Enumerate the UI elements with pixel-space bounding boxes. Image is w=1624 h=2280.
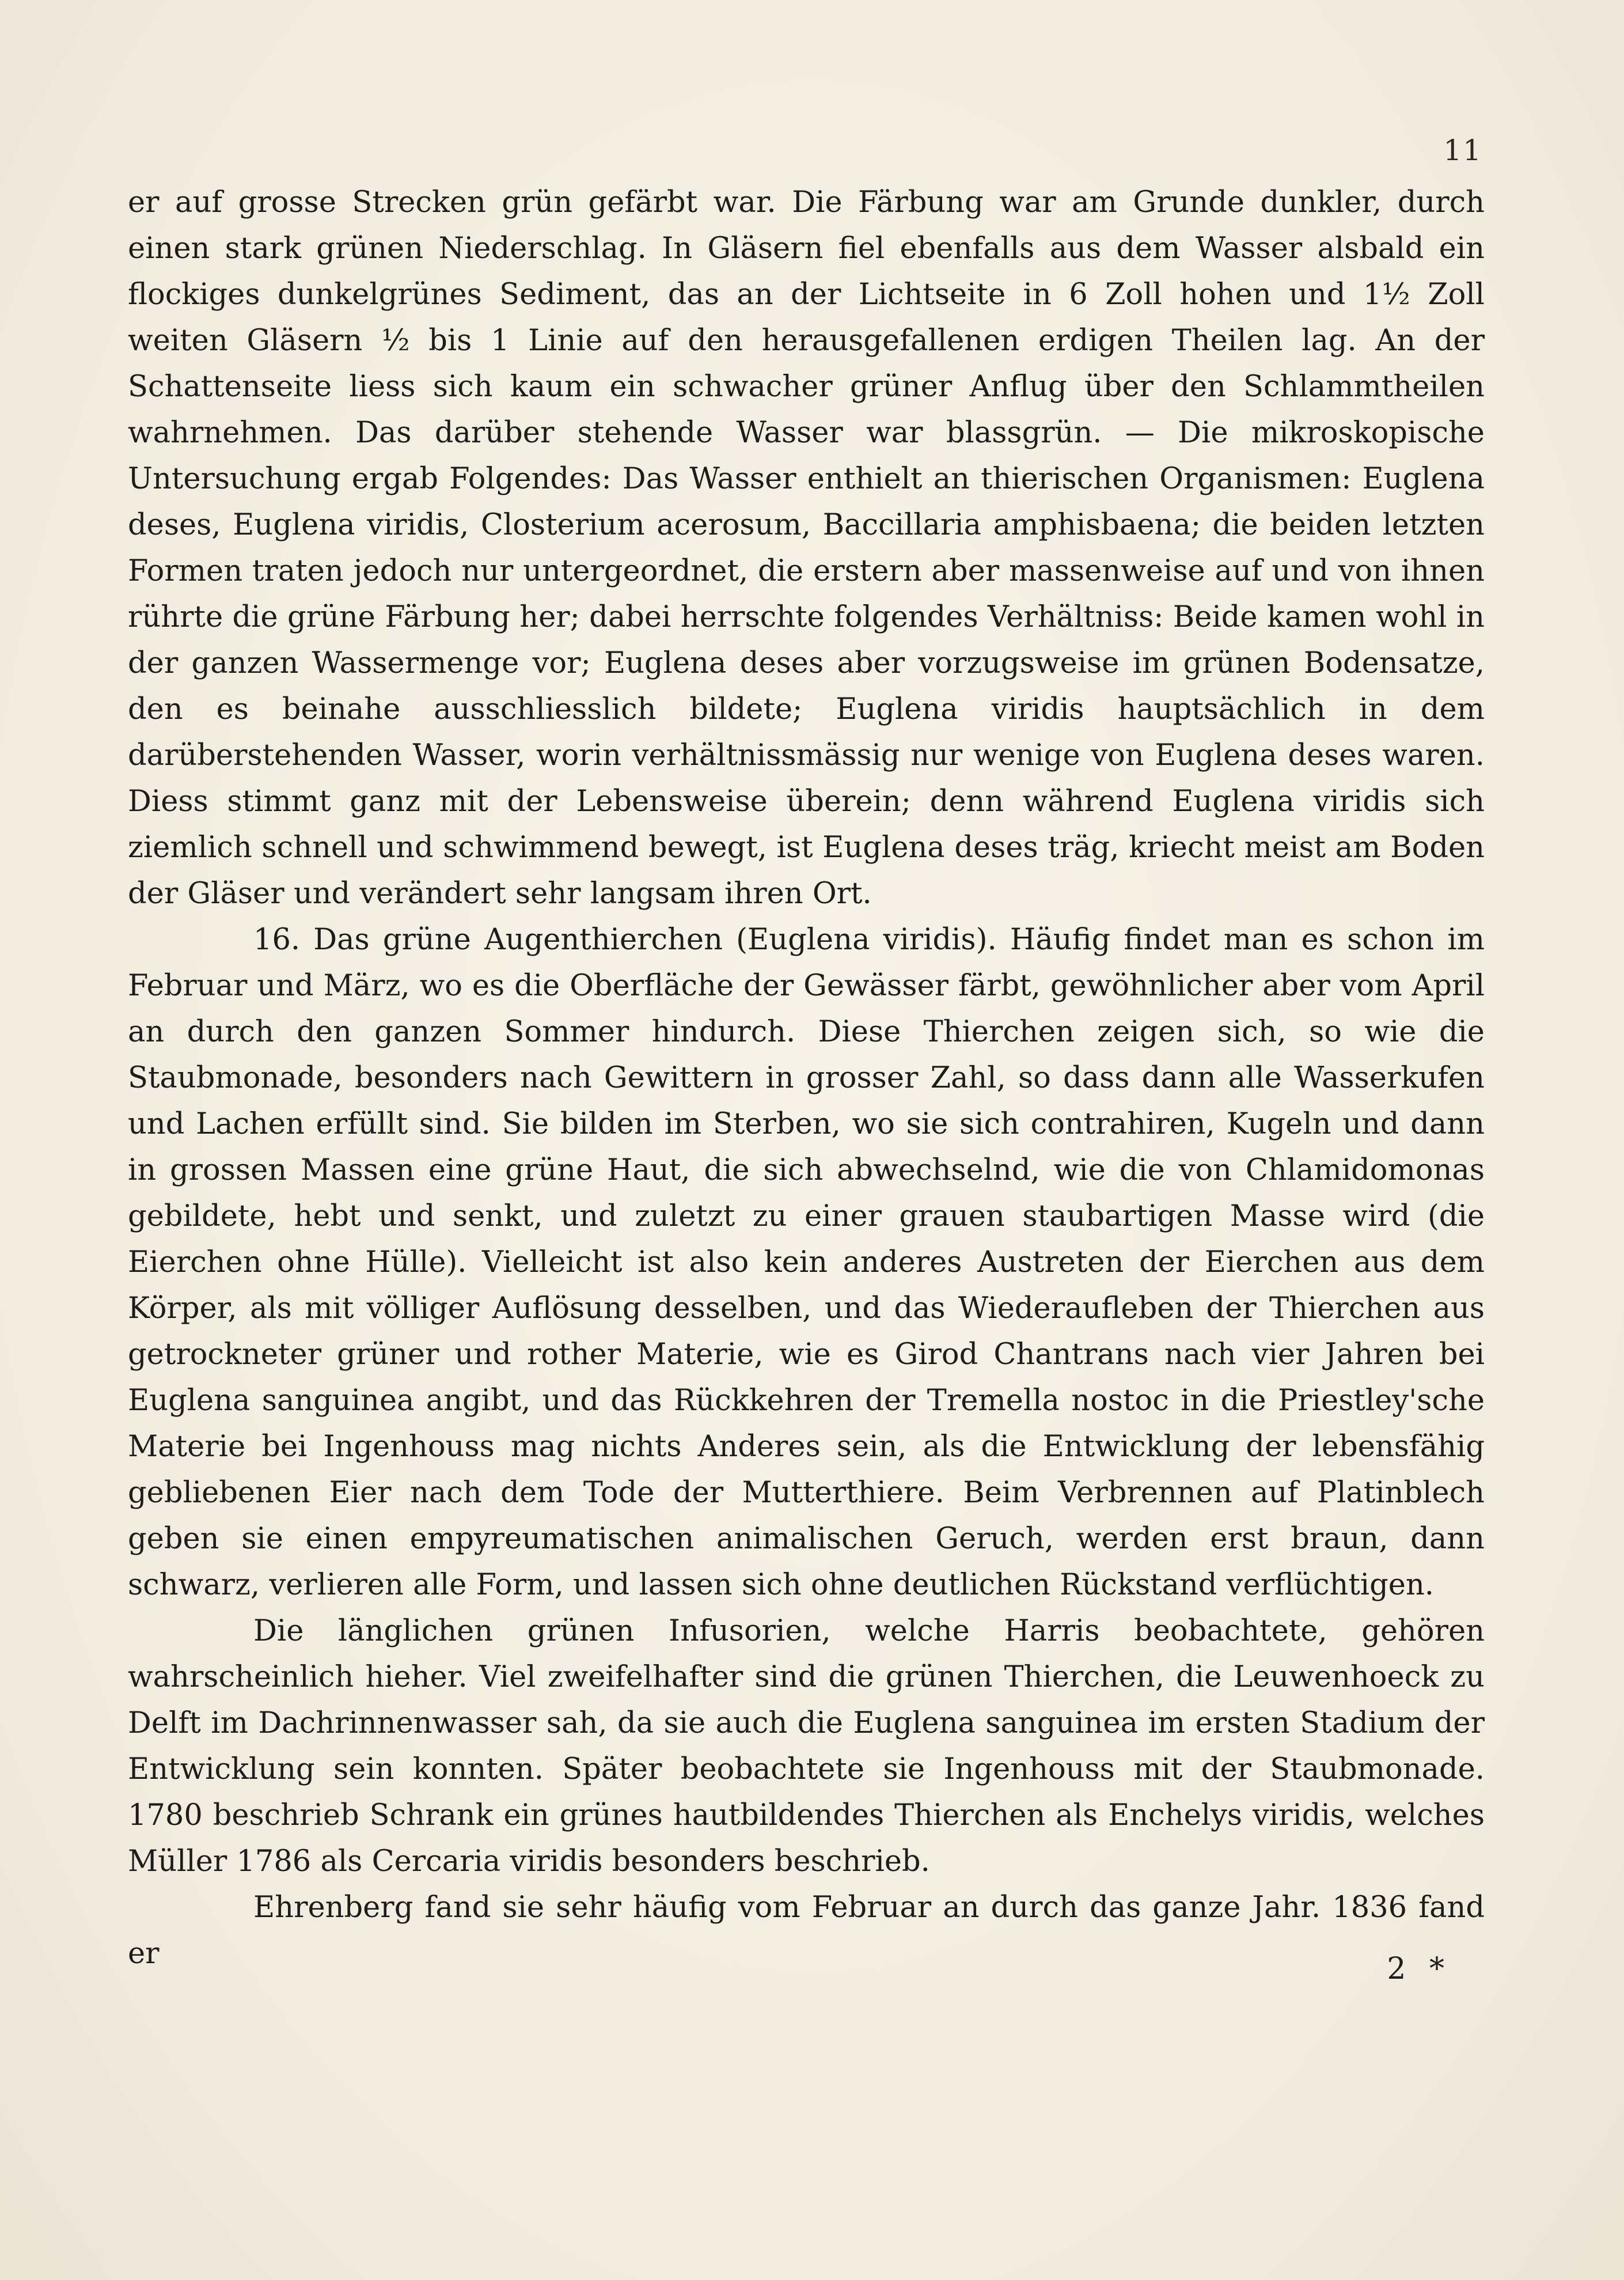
paragraph-historical-observations: Die länglichen grünen Infusorien, welche Harris beobachtete, gehören wahrscheinlich hieher. Viel zweifelhafter sind die grünen Thierchen, die Leuwenhoeck zu Delft im Dachrinnenwasser sah, da sie auch die Euglena sanguinea im ersten Stadium der Entwicklung sein konnten. Später beobachtete sie Ingenhouss mit der Staubmonade. 1780 beschrieb Schrank ein grünes hautbildendes Thierchen als Enchelys viridis, welches Müller 1786 als Cercaria viridis besonders beschrieb.: [128, 1614, 1485, 1878]
paragraph-euglena-viridis: 16. Das grüne Augenthierchen (Euglena viridis). Häufig findet man es schon im Februar und März, wo es die Oberfläche der Gewässer färbt, gewöhnlicher aber vom April an durch den ganzen Sommer hindurch. Diese Thierchen zeigen sich, so wie die Staubmonade, besonders nach Gewittern in grosser Zahl, so dass dann alle Wasserkufen und Lachen erfüllt sind. Sie bilden im Sterben, wo sie sich contrahiren, Kugeln und dann in grossen Massen eine grüne Haut, die sich abwechselnd, wie die von Chlamidomonas gebildete, hebt und senkt, und zuletzt zu einer grauen staubartigen Masse wird (die Eierchen ohne Hülle). Vielleicht ist also kein anderes Austreten der Eierchen aus dem Körper, als mit völliger Auflösung desselben, und das Wiederaufleben der Thierchen aus getrockneter grüner und rother Materie, wie es Girod Chantrans nach vier Jahren bei Euglena sanguinea angibt, und das Rückkehren der Tremella nostoc in die Priestley'sche Materie bei Ingenhouss mag nichts Anderes sein, als die Entwicklung der lebensfähig gebliebenen Eier nach dem Tode der Mutterthiere. Beim Verbrennen auf Platinblech geben sie einen empyreumatischen animalischen Geruch, werden erst braun, dann schwarz, verlieren alle Form, und lassen sich ohne deutlichen Rückstand verflüchtigen.: [128, 923, 1485, 1602]
page-number: 11: [1443, 134, 1482, 167]
signature-mark: 2 *: [1387, 1952, 1451, 1986]
body-text: [128, 180, 1485, 1977]
paragraph-continuation: er auf grosse Strecken grün gefärbt war. Die Färbung war am Grunde dunkler, durch einen stark grünen Niederschlag. In Gläsern fiel ebenfalls aus dem Wasser alsbald ein flockiges dunkelgrünes Sediment, das an der Lichtseite in 6 Zoll hohen und 1½ Zoll weiten Gläsern ½ bis 1 Linie auf den herausgefallenen erdigen Theilen lag. An der Schattenseite liess sich kaum ein schwacher grüner Anflug über den Schlammtheilen wahrnehmen. Das darüber stehende Wasser war blassgrün. — Die mikroskopische Untersuchung ergab Folgendes: Das Wasser enthielt an thierischen Organismen: Euglena deses, Euglena viridis, Closterium acerosum, Baccillaria amphisbaena; die beiden letzten Formen traten jedoch nur untergeordnet, die erstern aber massenweise auf und von ihnen rührte die grüne Färbung her; dabei herrschte folgendes Verhältniss: Beide kamen wohl in der ganzen Wassermenge vor; Euglena deses aber vorzugsweise im grünen Bodensatze, den es beinahe ausschliesslich bildete; Euglena viridis hauptsächlich in dem darüberstehenden Wasser, worin verhältnissmässig nur wenige von Euglena deses waren. Diess stimmt ganz mit der Lebensweise überein; denn während Euglena viridis sich ziemlich schnell und schwimmend bewegt, ist Euglena deses träg, kriecht meist am Boden der Gläser und verändert sehr langsam ihren Ort.: [128, 185, 1485, 911]
paragraph-ehrenberg: Ehrenberg fand sie sehr häufig vom Februar an durch das ganze Jahr. 1836 fand er: [128, 1891, 1485, 1971]
